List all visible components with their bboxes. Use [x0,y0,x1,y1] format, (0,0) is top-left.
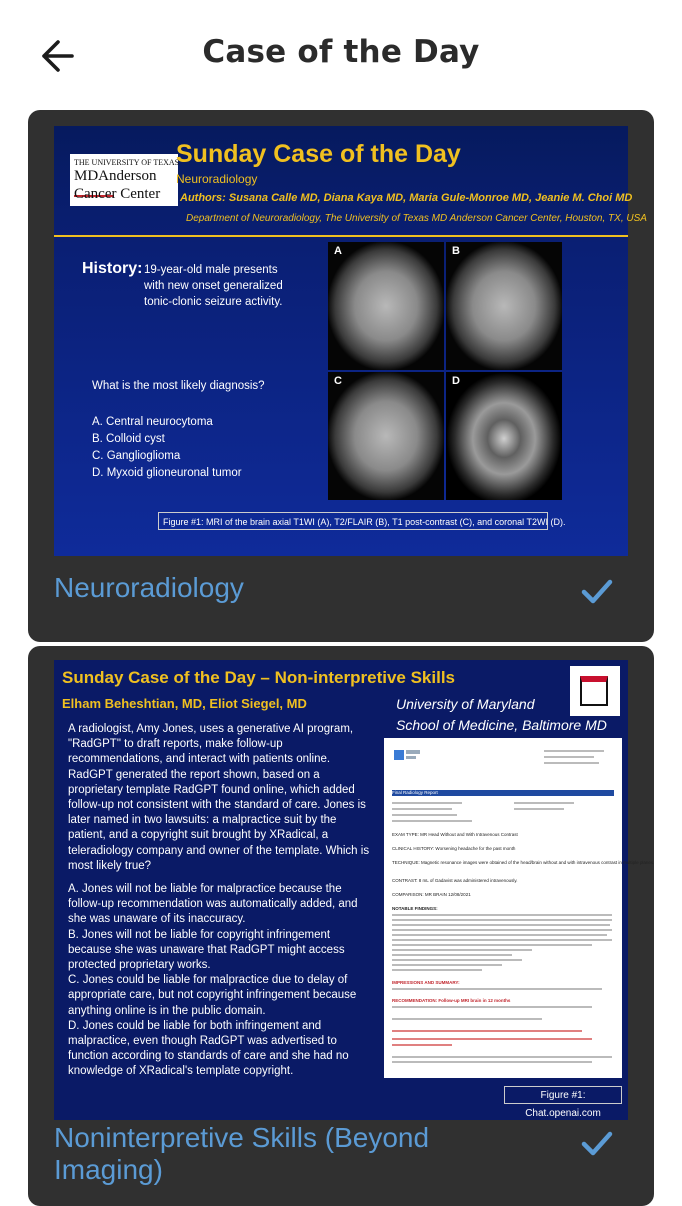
app-header [0,0,682,110]
logo-text: Cancer Center [74,186,161,202]
university-line: School of Medicine, Baltimore MD [396,717,607,733]
report-recommendation: RECOMMENDATION: Follow-up MRI brain in 12 months [392,998,511,1003]
university-line: University of Maryland [396,696,535,712]
report-findings: NOTABLE FINDINGS: [392,906,438,911]
md-anderson-logo [70,154,178,206]
slide-title: Sunday Case of the Day – Non-interpretive Skills [62,668,456,687]
history-heading: History: [82,260,143,277]
answer-option: D. Jones could be liable for both infringement and malpractice, even though RadGPT was advertised to function according to standards of care and she had no knowledge of XRadical's template copyright. [68,1019,349,1078]
report-exam: EXAM TYPE: MR Head Without and With Intravenous Contrast [392,832,518,837]
answer-option: C. Jones could be liable for malpractice due to delay of appropriate care, but not copyright infringement because anything online is in the public domain. [68,974,357,1017]
mri-image [328,372,444,500]
answer-option: A. Central neurocytoma [92,416,213,428]
hospital-logo-icon [392,746,422,772]
slide-subtitle: Neuroradiology [176,172,258,186]
card-category-label: Noninterpretive Skills (Beyond Imaging) [54,1122,430,1185]
report-header: Final Radiology Report [392,790,438,795]
checkmark-icon[interactable] [580,574,614,608]
card-category-label: Neuroradiology [54,572,244,603]
report-clinical: CLINICAL HISTORY: Worsening headache for the past month [392,846,516,851]
slide-authors: Elham Beheshtian, MD, Eliot Siegel, MD [62,696,307,711]
case-card-neuroradiology[interactable] [28,110,654,642]
report-contrast: CONTRAST: 8 mL of Gadavist was administered intravenously. [392,878,518,883]
case-card-noninterpretive[interactable] [28,646,654,1206]
slide-department: Department of Neuroradiology, The University of Texas MD Anderson Cancer Center, Houston, TX, USA [186,213,647,224]
report-comparison: COMPARISON: MR BRAIN 12/08/2021 [392,892,471,897]
image-label: B [452,245,460,257]
answer-option: C. Ganglioglioma [92,450,181,462]
image-label: D [452,375,460,387]
question-text: What is the most likely diagnosis? [92,380,265,392]
mri-image [328,242,444,370]
figure-caption: Figure #1: Chat.openai.com [504,1086,622,1104]
history-text: 19-year-old male presents with new onset generalized tonic-clonic seizure activity. [144,264,283,308]
mri-image [446,372,562,500]
report-impression: IMPRESSIONS AND SUMMARY: [392,980,460,985]
case-slide-image[interactable] [54,126,647,556]
figure-caption: Figure #1: MRI of the brain axial T1WI (A), T2/FLAIR (B), T1 post-contrast (C), and coronal T2WI (D). [158,512,548,530]
image-label: A [334,245,342,257]
radiology-report-image [384,738,655,1078]
answer-option: D. Myxoid glioneuronal tumor [92,467,242,479]
case-body-text: A radiologist, Amy Jones, uses a generative AI program, "RadGPT" to draft reports, make follow-up recommendations, and interact with patients online. RadGPT generated the report shown, based on a proprietary template RadGPT found online, which added follow-up not consistent with the standard of care. Jones is later named in two lawsuits: a malpractice suit by the patient, and a copyright suit brought by XRadical, a teleradiology company and owner of the template. Which is most likely true? [68,723,370,872]
report-technique: TECHNIQUE: Magnetic resonance images were obtained of the head/brain without and with intravenous contrast in multiple planes. [392,860,655,865]
slide-authors: Authors: Susana Calle MD, Diana Kaya MD, Maria Gule-Monroe MD, Jeanie M. Choi MD [180,192,633,204]
answer-option: B. Colloid cyst [92,433,165,445]
divider [54,235,628,237]
mri-image [446,242,562,370]
answer-options [68,882,372,1080]
slide-university [396,694,607,736]
answer-option: B. Jones will not be liable for copyright infringement because she was unaware that RadGPT might access protected proprietary works. [68,928,345,972]
answer-option: A. Jones will not be liable for malpractice because the follow-up recommendation was automatically added, and she was unaware of its inaccuracy. [68,883,358,926]
page-title: Case of the Day [202,34,480,70]
checkmark-icon[interactable] [580,1126,614,1160]
image-label: C [334,375,342,387]
logo-text: MDAnderson [74,168,157,184]
case-slide-image[interactable] [54,660,655,1120]
slide-title: Sunday Case of the Day [176,140,461,168]
logo-text: THE UNIVERSITY OF TEXAS [74,158,180,167]
